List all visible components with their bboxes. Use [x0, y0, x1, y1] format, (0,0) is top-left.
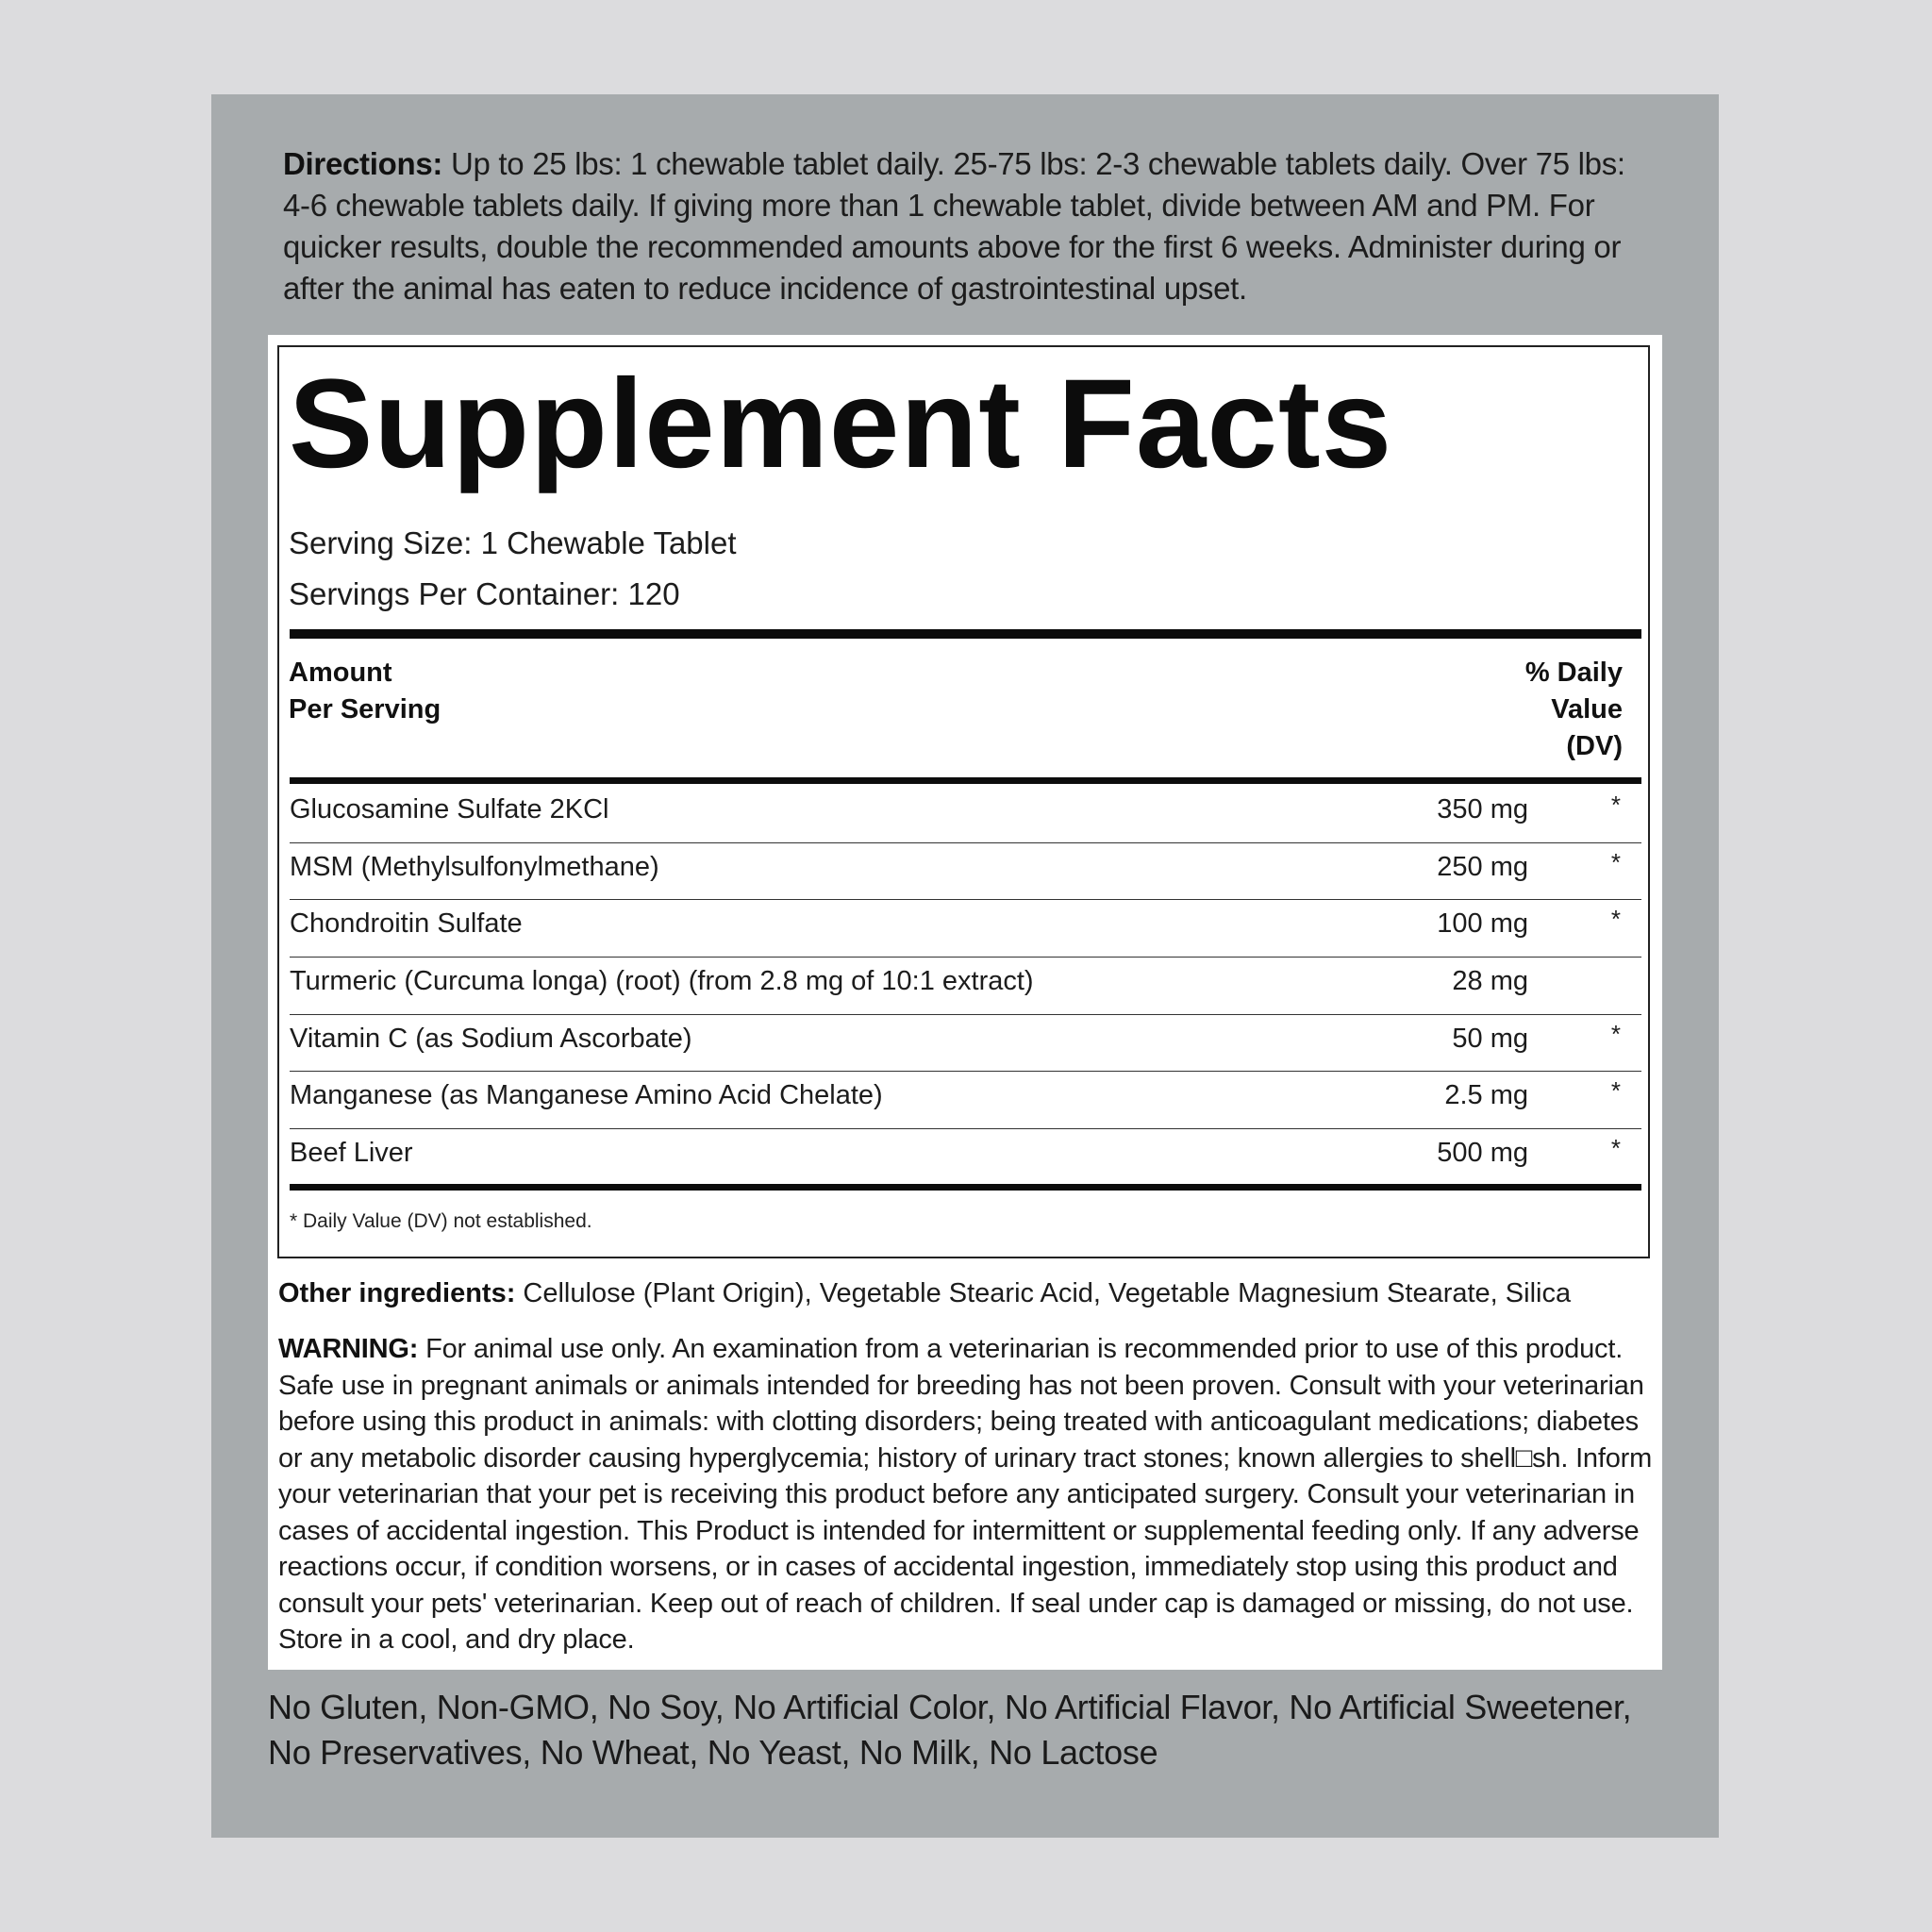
- other-ingredients-text: Cellulose (Plant Origin), Vegetable Stearic Acid, Vegetable Magnesium Stearate, Silica: [515, 1278, 1572, 1308]
- daily-value-footnote: * Daily Value (DV) not established.: [290, 1210, 592, 1232]
- divider-bottom: [290, 1184, 1641, 1191]
- ingredient-rows: [290, 786, 1641, 1187]
- table-row: [290, 958, 1641, 1015]
- ingredient-name: Chondroitin Sulfate: [290, 908, 523, 940]
- dv-header-line3: (DV): [1566, 731, 1623, 761]
- ingredient-name: Manganese (as Manganese Amino Acid Chelate): [290, 1080, 883, 1111]
- ingredient-amount: 2.5 mg: [1444, 1080, 1528, 1111]
- table-row: [290, 843, 1641, 901]
- daily-value-header: [1472, 655, 1623, 765]
- ingredient-amount: 500 mg: [1437, 1138, 1528, 1169]
- divider-header: [290, 777, 1641, 784]
- ingredient-dv: *: [1610, 1076, 1621, 1106]
- table-row: [290, 786, 1641, 843]
- amount-per-serving-header: [289, 655, 441, 728]
- ingredient-name: Glucosamine Sulfate 2KCl: [290, 794, 609, 824]
- servings-per-container: Servings Per Container: 120: [289, 576, 680, 611]
- other-ingredients-label: Other ingredients:: [278, 1278, 516, 1308]
- ingredient-amount: 250 mg: [1437, 851, 1528, 882]
- divider-thick-top: [290, 629, 1641, 639]
- ingredient-dv: *: [1610, 791, 1621, 819]
- supplement-facts-title: Supplement Facts: [289, 354, 1393, 494]
- directions-text: [283, 143, 1641, 309]
- ingredient-name: Vitamin C (as Sodium Ascorbate): [290, 1023, 692, 1054]
- dv-header-line2: Value: [1551, 694, 1623, 724]
- amount-header-line1: Amount: [289, 658, 392, 688]
- warning-body: For animal use only. An examination from a veterinarian is recommended prior to use of this product. Safe use in pregnant animals or animals intended for breeding has not been proven. Consult with your veterinarian before using this product in animals: with clotting disorders; being treated with anticoagulant medications; diabetes or any metabolic disorder causing hyperglycemia; history of urinary tract stones; known allergies to shell□sh. Inform your veterinarian that your pet is receiving this product before any anticipated surgery. Consult your veterinarian in cases of accidental ingestion. This Product is intended for intermittent or supplemental feeding only. If any adverse reactions occur, if condition worsens, or in cases of accidental ingestion, immediately stop using this product and consult your pets' veterinarian. Keep out of reach of children. If seal under cap is damaged or missing, do not use. Store in a cool, and dry place.: [278, 1334, 1653, 1655]
- ingredient-dv: *: [1610, 847, 1621, 876]
- directions-label: Directions:: [283, 146, 443, 181]
- ingredient-name: Beef Liver: [290, 1138, 413, 1169]
- ingredient-amount: 100 mg: [1437, 908, 1528, 940]
- free-from-claims: No Gluten, Non-GMO, No Soy, No Artificial Color, No Artificial Flavor, No Artificial Sweetener, No Preservatives, No Wheat, No Yeast, No Milk, No Lactose: [268, 1688, 1632, 1772]
- ingredient-name: Turmeric (Curcuma longa) (root) (from 2.8 mg of 10:1 extract): [290, 966, 1034, 997]
- ingredient-dv: *: [1610, 1134, 1621, 1163]
- dv-header-line1: % Daily: [1524, 658, 1623, 688]
- table-row: [290, 900, 1641, 958]
- table-row: [290, 1015, 1641, 1073]
- ingredient-dv: *: [1610, 1019, 1621, 1048]
- ingredient-amount: 28 mg: [1452, 966, 1528, 997]
- table-row: [290, 1129, 1641, 1187]
- warning-label: WARNING:: [278, 1334, 419, 1364]
- table-row: [290, 1072, 1641, 1129]
- serving-size: Serving Size: 1 Chewable Tablet: [289, 525, 737, 560]
- warning-text: [278, 1331, 1656, 1658]
- amount-header-line2: Per Serving: [289, 694, 441, 724]
- directions-body: Up to 25 lbs: 1 chewable tablet daily. 25-75 lbs: 2-3 chewable tablets daily. Over 75 lbs: 4-6 chewable tablets daily. If giving more than 1 chewable tablet, divide between AM and PM. For quicker results, double the recommended amounts above for the first 6 weeks. Administer during or after the animal has eaten to reduce incidence of gastrointestinal upset.: [283, 146, 1625, 306]
- ingredient-name: MSM (Methylsulfonylmethane): [290, 851, 659, 882]
- other-ingredients: [278, 1275, 1656, 1311]
- ingredient-amount: 50 mg: [1452, 1023, 1528, 1054]
- ingredient-amount: 350 mg: [1437, 794, 1528, 824]
- ingredient-dv: *: [1610, 905, 1621, 934]
